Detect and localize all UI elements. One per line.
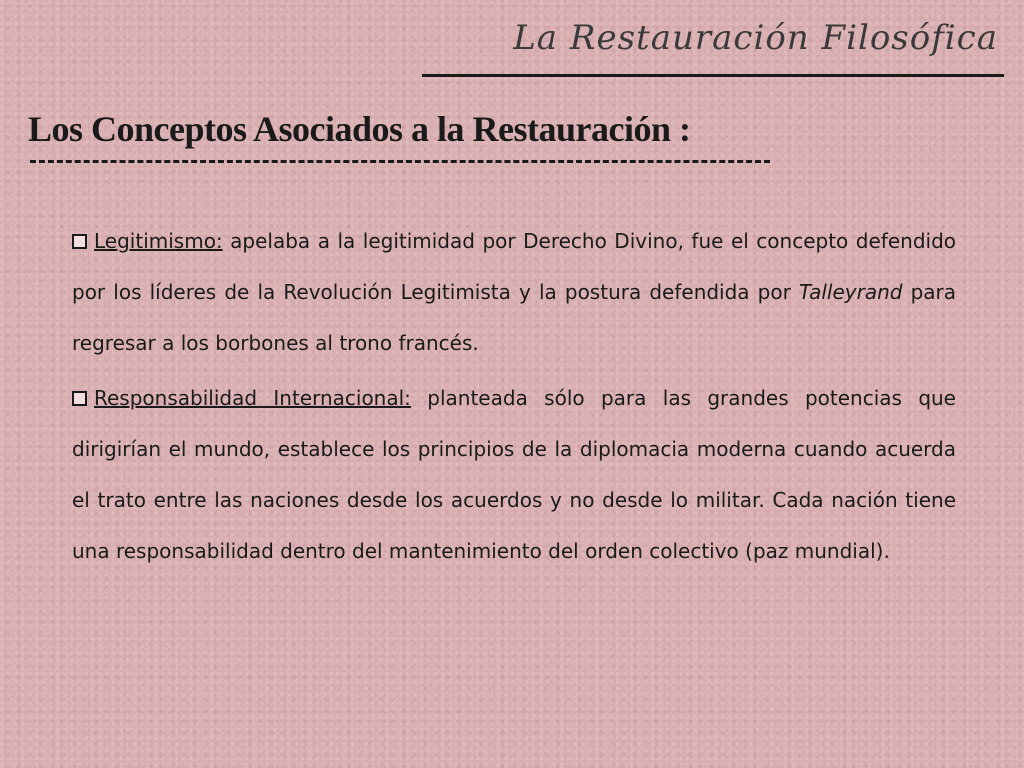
- slide-title: La Restauración Filosófica: [513, 18, 998, 58]
- concept-description: apelaba a la legitimidad por Derecho Divino, fue el concepto defendido por los líderes de la Revolución Legitimista y la postura defendida por: [72, 229, 956, 304]
- concept-list: [72, 216, 956, 581]
- section-heading: Los Conceptos Asociados a la Restauración :: [28, 109, 691, 149]
- concept-term: Legitimismo:: [94, 229, 223, 253]
- checkbox-bullet-icon: [72, 391, 87, 406]
- dashed-divider: [30, 160, 770, 163]
- concept-item-legitimismo: [72, 216, 956, 369]
- concept-item-responsabilidad: [72, 373, 956, 577]
- concept-emphasis: Talleyrand: [798, 280, 903, 304]
- concept-description: planteada sólo para las grandes potencias que dirigirían el mundo, establece los principios de la diplomacia moderna cuando acuerda el trato entre las naciones desde los acuerdos y no desde lo militar. Cada nación tiene una responsabilidad dentro del mantenimiento del orden colectivo (paz mundial).: [72, 386, 956, 563]
- title-underline: [422, 74, 1004, 77]
- concept-description-end: para regresar a los borbones al trono francés.: [72, 280, 957, 355]
- concept-term: Responsabilidad Internacional:: [94, 386, 411, 410]
- checkbox-bullet-icon: [72, 234, 87, 249]
